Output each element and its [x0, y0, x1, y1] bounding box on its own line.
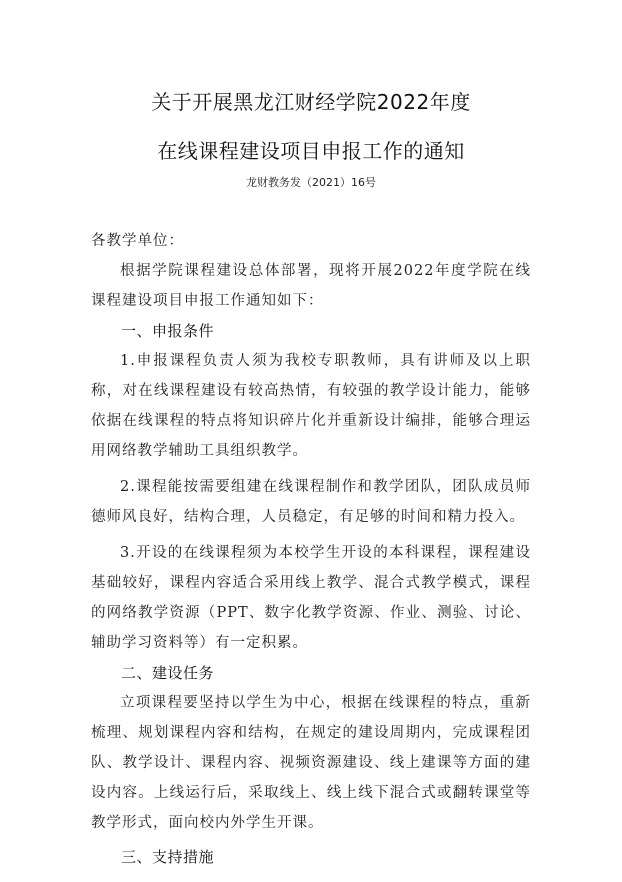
document-title-line1: 关于开展黑龙江财经学院2022年度 [151, 90, 471, 114]
document-title-line2: 在线课程建设项目申报工作的通知 [157, 139, 465, 163]
section1-item-1: 1.申报课程负责人须为我校专职教师，具有讲师及以上职称，对在线课程建设有较高热情，有较强的教学设计能力，能够依据在线课程的特点将知识碎片化并重新设计编排，能够合理运用网络教学辅助工具组织教学。 [91, 353, 531, 459]
intro-paragraph: 根据学院课程建设总体部署，现将开展2022年度学院在线课程建设项目申报工作通知如下： [91, 263, 531, 309]
section1-item-2: 2.课程能按需要组建在线课程制作和教学团队，团队成员师德师风良好，结构合理，人员稳定，有足够的时间和精力投入。 [91, 479, 531, 525]
salutation: 各教学单位： [91, 233, 184, 249]
section3-heading: 三、支持措施 [121, 848, 215, 866]
document-number: 龙财教务发（2021）16号 [246, 176, 376, 189]
section2-heading: 二、建设任务 [121, 664, 215, 682]
document-body [91, 226, 531, 872]
section2-paragraph: 立项课程要坚持以学生为中心，根据在线课程的特点，重新梳理、规划课程内容和结构，在规定的建设周期内，完成课程团队、教学设计、课程内容、视频资源建设、线上建课等方面的建设内容。上线运行后，采取线上、线上线下混合式或翻转课堂等教学形式，面向校内外学生开课。 [91, 695, 531, 831]
section1-item-3: 3.开设的在线课程须为本校学生开设的本科课程，课程建设基础较好，课程内容适合采用线上教学、混合式教学模式，课程的网络教学资源（PPT、数字化教学资源、作业、测验、讨论、辅助学习资料等）有一定积累。 [91, 545, 531, 651]
section1-heading: 一、申报条件 [121, 322, 215, 340]
